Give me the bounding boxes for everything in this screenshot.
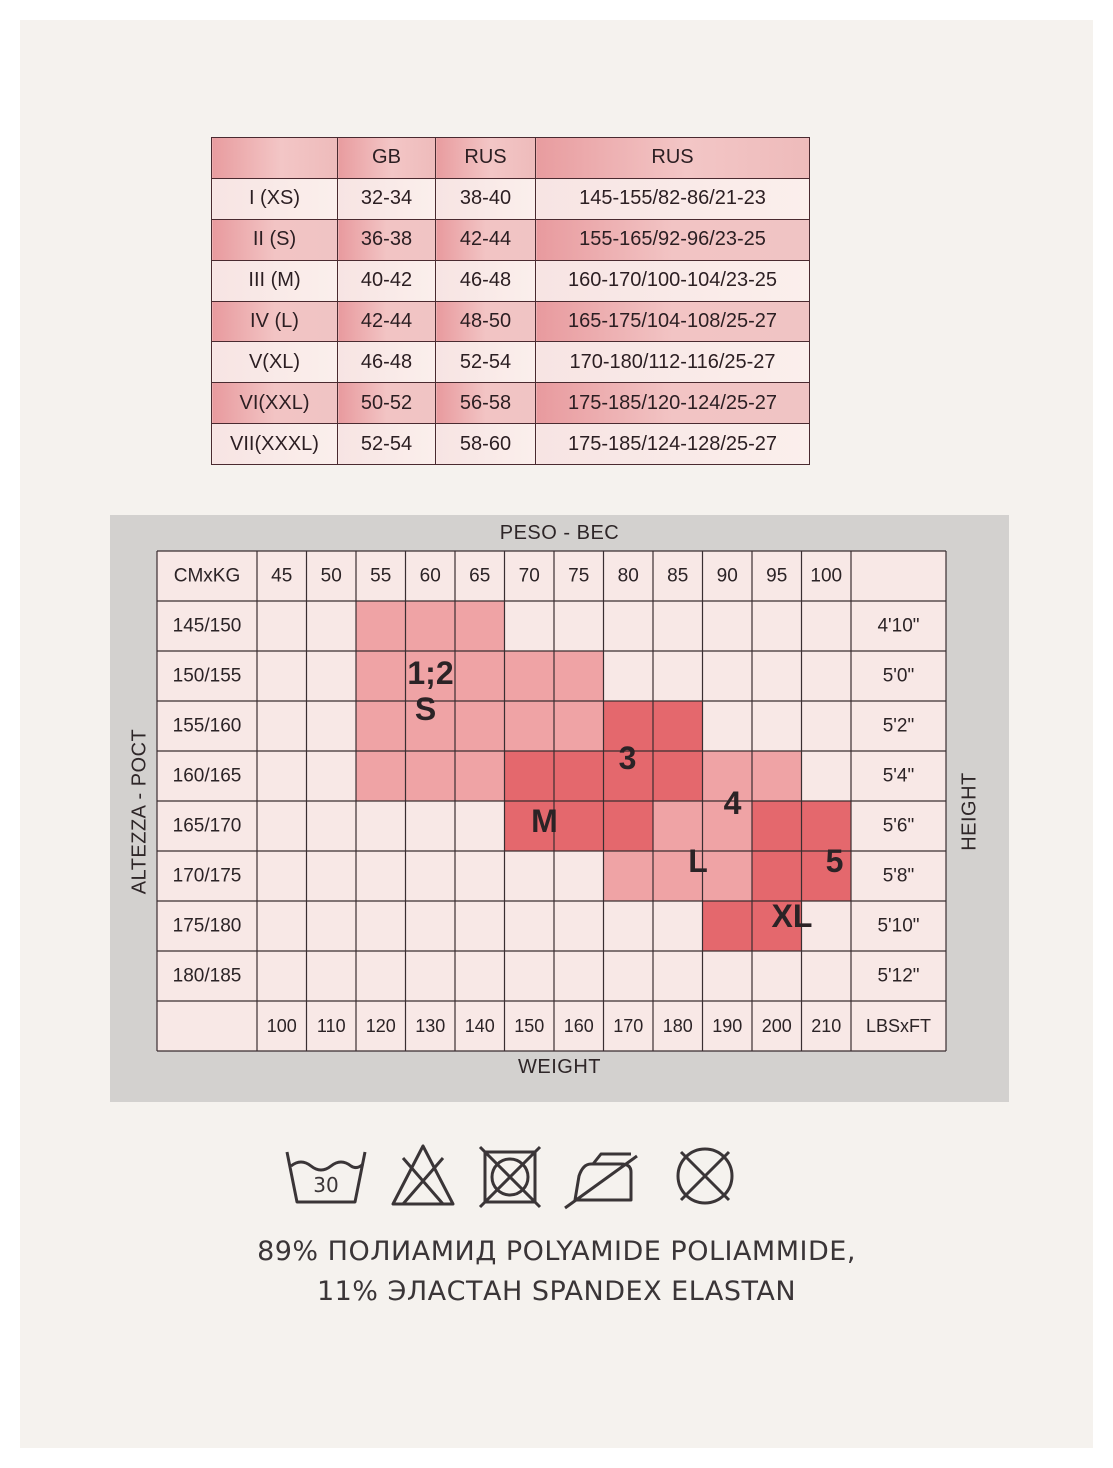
- size-table-cell: I (XS): [212, 178, 338, 219]
- size-table-row: [212, 301, 810, 342]
- lbs-tick-label: 120: [365, 1016, 396, 1036]
- lbs-tick-label: 150: [514, 1016, 545, 1036]
- grid-title-top: PESO - BEC: [499, 522, 620, 544]
- corner-label: CMxKG: [173, 565, 241, 587]
- kg-tick-label: 70: [518, 565, 540, 587]
- grid-title-left: ALTEZZA - POCT: [128, 728, 151, 895]
- size-table-cell: V(XL): [212, 342, 338, 383]
- kg-tick-label: 80: [617, 565, 639, 587]
- cm-tick-label: 175/180: [172, 915, 242, 937]
- kg-tick-label: 65: [469, 565, 491, 587]
- size-table-cell: VII(XXXL): [212, 424, 338, 465]
- ft-tick-label: 5'12": [877, 965, 920, 987]
- size-table-cell: 175-185/120-124/25-27: [536, 383, 810, 424]
- size-table-cell: 170-180/112-116/25-27: [536, 342, 810, 383]
- lbs-tick-label: 210: [811, 1016, 842, 1036]
- size-region-letter: XL: [771, 898, 813, 934]
- cm-tick-label: 180/185: [172, 965, 242, 987]
- size-table-cell: VI(XXL): [212, 383, 338, 424]
- size-grid: [110, 515, 1009, 1102]
- ft-tick-label: 5'4": [882, 765, 915, 787]
- size-table: [211, 137, 810, 465]
- size-table-header: [212, 138, 810, 179]
- size-table-cell: 46-48: [436, 260, 536, 301]
- cm-tick-label: 170/175: [172, 865, 242, 887]
- size-table-cell: 36-38: [338, 219, 436, 260]
- size-table-cell: 56-58: [436, 383, 536, 424]
- cm-tick-label: 165/170: [172, 815, 242, 837]
- size-table-cell: 175-185/124-128/25-27: [536, 424, 810, 465]
- cm-tick-label: 155/160: [172, 715, 242, 737]
- size-table-row: [212, 178, 810, 219]
- size-table-cell: 160-170/100-104/23-25: [536, 260, 810, 301]
- no-dry-clean-icon: [678, 1149, 732, 1203]
- size-table-cell: 42-44: [436, 219, 536, 260]
- header-cell: RUS: [436, 138, 536, 179]
- kg-tick-label: 50: [320, 565, 342, 587]
- kg-tick-label: 55: [370, 565, 392, 587]
- size-region-number: 5: [825, 843, 844, 879]
- lbs-tick-label: 160: [563, 1016, 594, 1036]
- ft-tick-label: 4'10": [877, 615, 920, 637]
- size-table-cell: 58-60: [436, 424, 536, 465]
- size-region-letter: L: [688, 843, 708, 879]
- kg-tick-label: 95: [766, 565, 788, 587]
- size-table-cell: 42-44: [338, 301, 436, 342]
- size-table-row: [212, 383, 810, 424]
- size-table-row: [212, 342, 810, 383]
- size-table-cell: 40-42: [338, 260, 436, 301]
- kg-tick-label: 85: [667, 565, 689, 587]
- header-cell: RUS: [536, 138, 810, 179]
- composition-line-2: 11% ЭЛАСТАН SPANDEX ELASTAN: [316, 1276, 797, 1307]
- size-table-cell: 155-165/92-96/23-25: [536, 219, 810, 260]
- composition-line-1: 89% ПОЛИАМИД POLYAMIDE POLIAMMIDE,: [257, 1236, 856, 1267]
- size-table-row: [212, 260, 810, 301]
- lbs-tick-label: 110: [316, 1016, 346, 1036]
- kg-tick-label: 90: [716, 565, 738, 587]
- lbs-tick-label: 190: [712, 1016, 743, 1036]
- header-cell: [212, 138, 338, 179]
- size-region-letter: S: [414, 691, 437, 727]
- lbs-tick-label: 200: [761, 1016, 792, 1036]
- lbs-tick-label: 170: [613, 1016, 644, 1036]
- grid-title-bottom: WEIGHT: [518, 1056, 601, 1078]
- kg-tick-label: 75: [568, 565, 590, 587]
- no-tumble-dry-icon: [480, 1147, 540, 1207]
- ft-tick-label: 5'10": [877, 915, 920, 937]
- size-table-cell: 165-175/104-108/25-27: [536, 301, 810, 342]
- size-table-cell: 46-48: [338, 342, 436, 383]
- size-table-cell: IV (L): [212, 301, 338, 342]
- size-region-number: 3: [618, 740, 637, 776]
- ft-tick-label: 5'8": [882, 865, 915, 887]
- size-table-cell: 32-34: [338, 178, 436, 219]
- ft-tick-label: 5'0": [882, 665, 915, 687]
- kg-tick-label: 60: [419, 565, 441, 587]
- size-region-number: 4: [723, 785, 742, 821]
- size-grid-frame: [110, 515, 1009, 1102]
- size-table-cell: II (S): [212, 219, 338, 260]
- iron-low-icon: [565, 1154, 637, 1208]
- size-table-cell: 38-40: [436, 178, 536, 219]
- size-region-letter: M: [531, 803, 558, 839]
- size-table-cell: 50-52: [338, 383, 436, 424]
- kg-tick-label: 100: [810, 565, 843, 587]
- lbs-unit-label: LBSxFT: [865, 1016, 932, 1036]
- ft-tick-label: 5'2": [882, 715, 915, 737]
- kg-tick-label: 45: [271, 565, 293, 587]
- size-table-row: [212, 424, 810, 465]
- wash-30-icon: [287, 1152, 365, 1202]
- size-region-number: 1;2: [407, 655, 454, 691]
- cm-tick-label: 145/150: [172, 615, 242, 637]
- size-table-cell: III (M): [212, 260, 338, 301]
- ft-tick-label: 5'6": [882, 815, 915, 837]
- size-table-row: [212, 219, 810, 260]
- wash-temp-label: 30: [313, 1173, 339, 1197]
- header-cell: GB: [338, 138, 436, 179]
- size-table-cell: 48-50: [436, 301, 536, 342]
- care-symbols: [285, 1142, 765, 1212]
- size-table-cell: 52-54: [436, 342, 536, 383]
- lbs-tick-label: 180: [662, 1016, 693, 1036]
- size-table-cell: 145-155/82-86/21-23: [536, 178, 810, 219]
- lbs-tick-label: 140: [464, 1016, 495, 1036]
- size-table-cell: 52-54: [338, 424, 436, 465]
- lbs-tick-label: 100: [266, 1016, 297, 1036]
- no-bleach-icon: [393, 1146, 453, 1204]
- cm-tick-label: 160/165: [172, 765, 242, 787]
- lbs-tick-label: 130: [415, 1016, 446, 1036]
- cm-tick-label: 150/155: [172, 665, 242, 687]
- grid-title-right: HEIGHT: [958, 772, 981, 851]
